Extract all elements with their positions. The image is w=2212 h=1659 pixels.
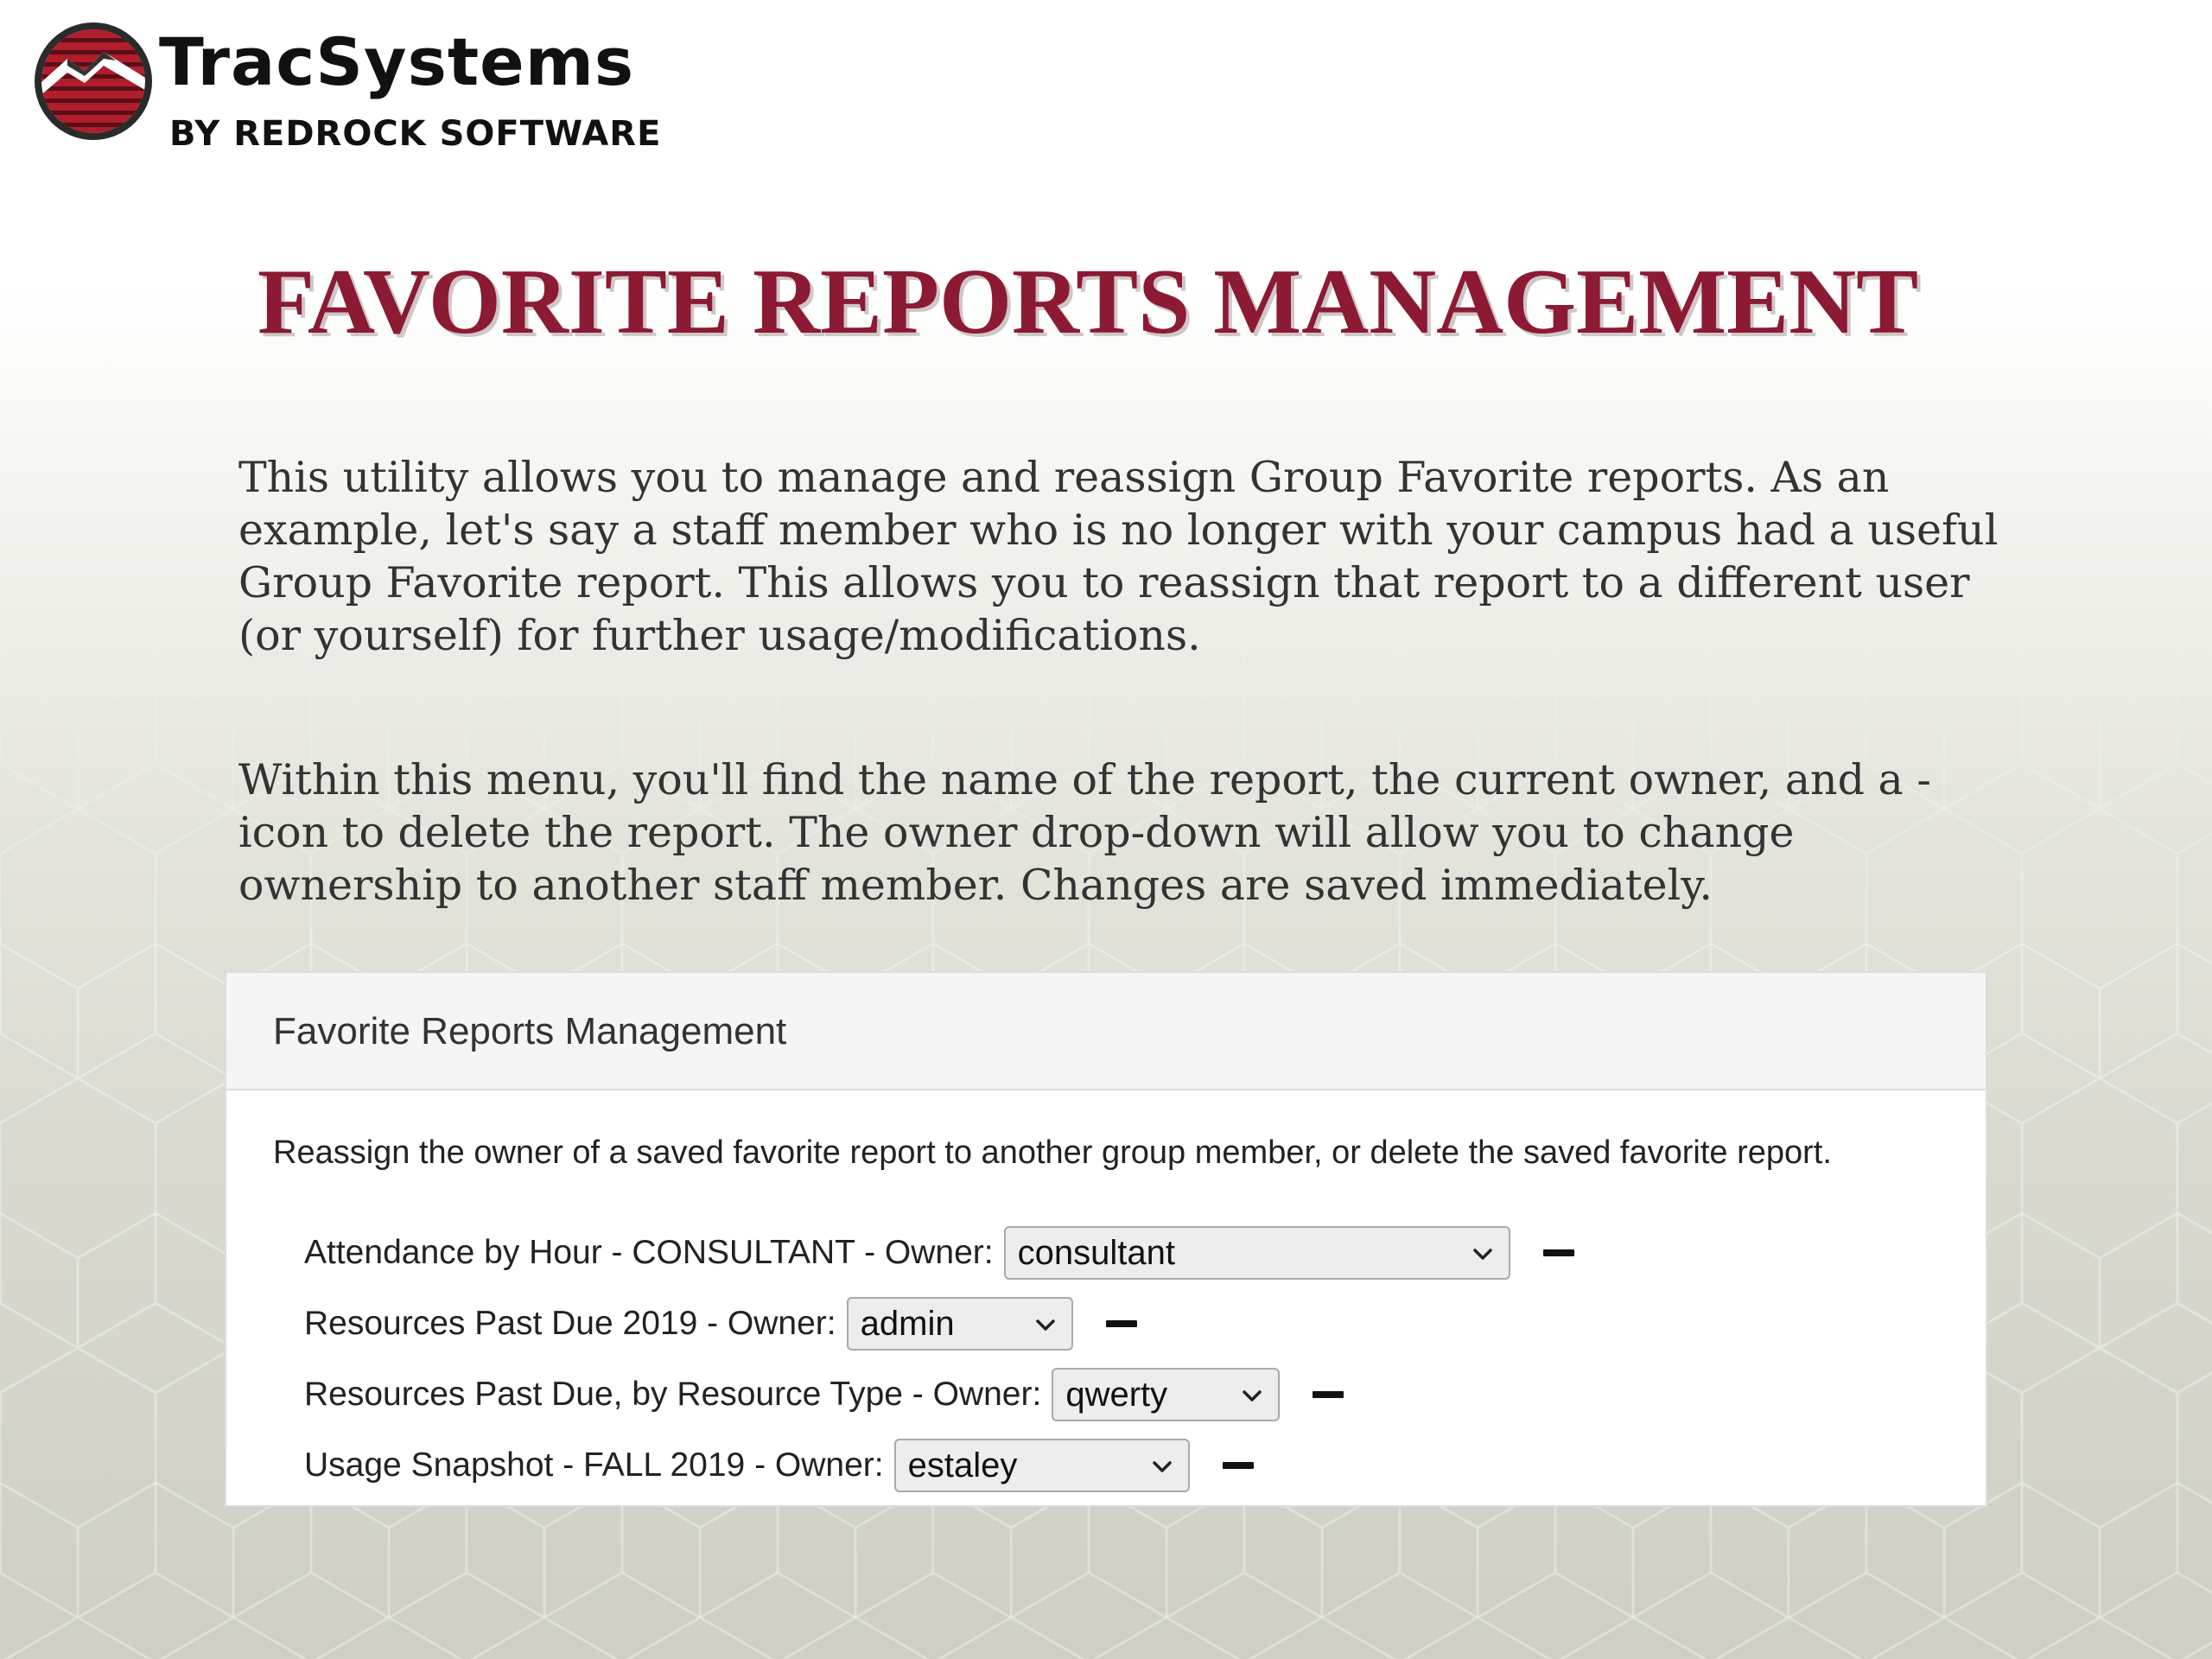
chevron-down-icon	[1471, 1243, 1495, 1267]
owner-value: admin	[860, 1305, 955, 1343]
owner-dropdown[interactable]	[894, 1439, 1190, 1492]
panel-description: Reassign the owner of a saved favorite report to another group member, or delete the saved favorite report.	[273, 1135, 1832, 1171]
panel-title: Favorite Reports Management	[273, 1010, 787, 1052]
report-row	[304, 1438, 1257, 1493]
minus-icon[interactable]	[1540, 1236, 1578, 1270]
company-logo	[33, 21, 672, 154]
intro-paragraph: This utility allows you to manage and reassign Group Favorite reports. As an example, let's say a staff member who is no longer with your campus had a useful Group Favorite report. This allows you to reassign that report to a different user (or yourself) for further usage/modifications.	[238, 453, 1999, 660]
owner-value: qwerty	[1065, 1376, 1168, 1414]
menu-paragraph: Within this menu, you'll find the name of the report, the current owner, and a - icon to delete the report. The owner drop-down will allow you to change ownership to another staff member. Changes are saved immediately.	[238, 755, 1931, 910]
minus-icon[interactable]	[1103, 1306, 1141, 1341]
page-title: FAVORITE REPORTS MANAGEMENT	[257, 251, 1919, 353]
owner-dropdown[interactable]	[1004, 1226, 1510, 1280]
minus-icon[interactable]	[1309, 1377, 1347, 1412]
report-label: Attendance by Hour - CONSULTANT - Owner:	[304, 1234, 994, 1271]
report-label: Resources Past Due 2019 - Owner:	[304, 1305, 836, 1342]
chevron-down-icon	[1150, 1455, 1174, 1479]
mountain-logo-icon	[33, 21, 154, 142]
owner-dropdown[interactable]	[847, 1297, 1073, 1351]
minus-icon[interactable]	[1219, 1448, 1257, 1483]
panel-header	[226, 973, 1986, 1090]
owner-dropdown[interactable]	[1052, 1368, 1280, 1421]
logo-tagline: BY REDROCK SOFTWARE	[169, 114, 662, 154]
owner-value: estaley	[907, 1446, 1018, 1484]
favorite-reports-panel	[225, 971, 1987, 1507]
chevron-down-icon	[1240, 1384, 1264, 1408]
logo-brand-name: TracSystems	[159, 23, 635, 100]
chevron-down-icon	[1033, 1313, 1058, 1338]
report-row	[304, 1296, 1141, 1351]
owner-value: consultant	[1017, 1234, 1175, 1272]
report-label: Resources Past Due, by Resource Type - Owner:	[304, 1376, 1042, 1413]
report-row	[304, 1367, 1347, 1422]
report-label: Usage Snapshot - FALL 2019 - Owner:	[304, 1446, 884, 1484]
report-row	[304, 1225, 1578, 1281]
